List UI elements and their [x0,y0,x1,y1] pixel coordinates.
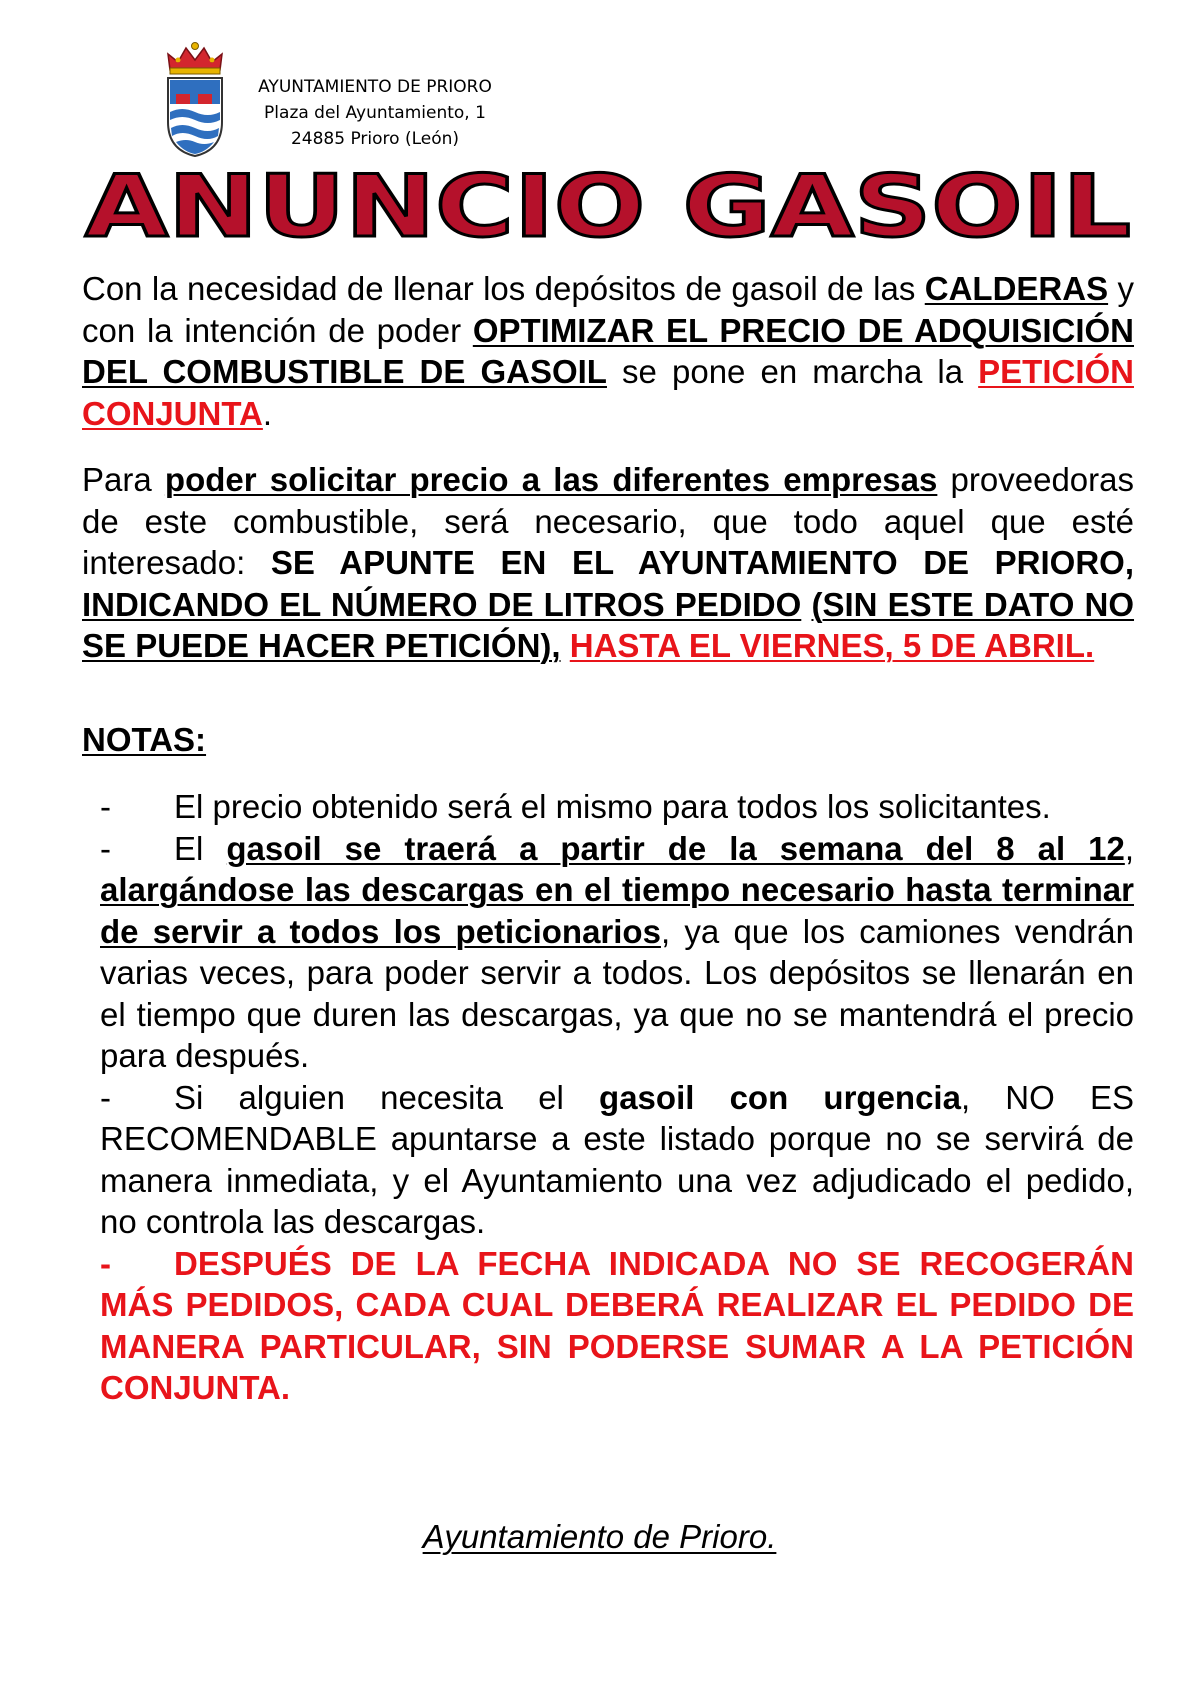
optimizar-precio: OPTIMIZAR EL PRECIO DE ADQUISICIÓN DEL COMBUSTIBLE DE GASOIL [82,311,1134,390]
org-name: AYUNTAMIENTO DE PRIORO [258,77,492,97]
list-item: - Si alguien necesita el gasoil con urgencia, NO ES RECOMENDABLE apuntarse a este listado porque no se servirá de manera inmediata, y el Ayuntamiento una vez adjudicado el pedido, no controla las descargas. [100,1078,1134,1240]
peticion-conjunta: PETICIÓN CONJUNTA [82,353,1134,432]
org-street: Plaza del Ayuntamiento, 1 [264,103,486,123]
letterhead-address [245,74,505,152]
paragraph-2: Para poder solicitar precio a las diferentes empresas proveedoras de este combustible, será necesario, que todo aquel que esté interesado: SE APUNTE EN EL AYUNTAMIENTO DE PRIORO, INDICANDO EL NÚMERO DE LITROS PEDIDO (SIN ESTE DATO NO SE PUEDE HACER PETICIÓN), HASTA EL VIERNES, 5 DE ABRIL. [82,461,1135,664]
list-item: - El gasoil se traerá a partir de la semana del 8 al 12, alargándose las descargas en el tiempo necesario hasta terminar de servir a todos los peticionarios, ya que los camiones vendrán varias veces, para poder servir a todos. Los depósitos se llenarán en el tiempo que duren las descargas, ya que no se mantendrá el precio para después. [100,829,1134,1074]
notes-heading: NOTAS: [82,720,207,758]
paragraph-1: Con la necesidad de llenar los depósitos de gasoil de las CALDERAS y con la intención de poder OPTIMIZAR EL PRECIO DE ADQUISICIÓN DEL COMBUSTIBLE DE GASOIL se pone en marcha la PETICIÓN CONJUNTA. [82,270,1134,432]
page-title [82,168,1134,248]
coat-of-arms-icon [162,40,228,160]
list-item: - DESPUÉS DE LA FECHA INDICADA NO SE RECOGERÁN MÁS PEDIDOS, CADA CUAL DEBERÁ REALIZAR EL PEDIDO DE MANERA PARTICULAR, SIN PODERSE SUMAR A LA PETICIÓN CONJUNTA. [100,1244,1134,1406]
title-text: ANUNCIO GASOIL [85,168,1131,248]
sin-este-dato: (SIN ESTE DATO NO SE PUEDE HACER PETICIÓN), [82,585,1135,664]
list-item: - El precio obtenido será el mismo para todos los solicitantes. [100,788,1051,825]
announcement-body [82,268,1134,1409]
notes-list [82,786,1134,1409]
calderas: CALDERAS [924,270,1109,307]
poder-solicitar: poder solicitar precio a las diferentes empresas [164,461,938,498]
signature: Ayuntamiento de Prioro. [422,1518,777,1555]
deadline: HASTA EL VIERNES, 5 DE ABRIL. [569,627,1095,664]
numero-litros: INDICANDO EL NÚMERO DE LITROS PEDIDO [82,585,802,623]
se-apunte: SE APUNTE EN EL AYUNTAMIENTO DE PRIORO, [270,544,1135,581]
letterhead [162,40,582,160]
org-city: 24885 Prioro (León) [290,129,460,149]
